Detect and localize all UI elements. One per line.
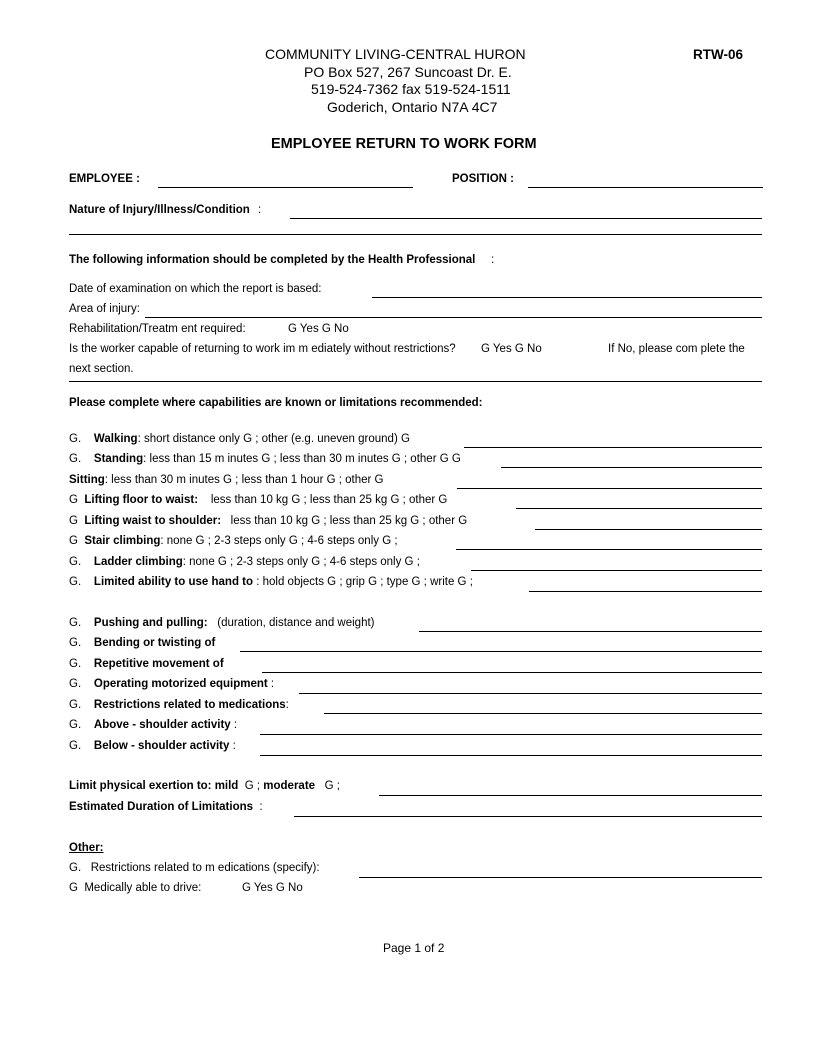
checkbox-icon[interactable]: G. <box>69 658 82 670</box>
drive-options[interactable]: G Yes G No <box>242 882 303 894</box>
page-number: Page 1 of 2 <box>383 941 445 955</box>
walking-field[interactable] <box>464 447 762 448</box>
health-heading-colon: : <box>491 254 495 266</box>
ladder-options[interactable]: : none G ; 2-3 steps only G ; 4-6 steps only G ; <box>182 556 420 568</box>
nature-field[interactable] <box>290 218 762 219</box>
lift-waist-label: Lifting waist to shoulder: <box>84 515 222 527</box>
other-meds-field[interactable] <box>359 877 762 878</box>
lift-waist-row <box>69 515 467 527</box>
motor-label: Operating motorized equipment <box>93 678 268 690</box>
stair-field[interactable] <box>456 549 762 550</box>
limit-row <box>69 780 340 792</box>
hand-field[interactable] <box>529 591 762 592</box>
above-row <box>69 719 237 731</box>
other-meds-label: Restrictions related to m edications (specify): <box>90 862 320 874</box>
limit-mild: : mild <box>207 780 239 792</box>
rehab-options[interactable]: G Yes G No <box>288 323 349 335</box>
repetitive-row <box>69 658 224 670</box>
limit-moderate-checkbox[interactable]: G ; <box>324 780 340 792</box>
if-no-text: If No, please com plete the <box>608 343 745 355</box>
meds-field[interactable] <box>324 713 762 714</box>
motor-row <box>69 678 274 690</box>
above-colon: : <box>233 719 238 731</box>
exam-date-label: Date of examination on which the report is based: <box>69 283 322 295</box>
rehab-label: Rehabilitation/Treatm ent required: <box>69 323 246 335</box>
checkbox-icon[interactable]: G <box>69 515 78 527</box>
lift-floor-row <box>69 494 447 506</box>
org-address: PO Box 527, 267 Suncoast Dr. E. <box>304 64 512 80</box>
push-row <box>69 617 375 629</box>
lift-waist-field[interactable] <box>535 529 762 530</box>
drive-label: Medically able to drive: <box>84 882 202 894</box>
checkbox-icon[interactable]: G. <box>69 678 82 690</box>
walking-label: Walking <box>93 433 138 445</box>
duration-colon: : <box>259 801 263 813</box>
lift-floor-field[interactable] <box>516 508 762 509</box>
stair-label: Stair climbing <box>84 535 161 547</box>
nature-label: Nature of Injury/Illness/Condition <box>69 204 250 216</box>
standing-options[interactable]: : less than 15 m inutes G ; less than 30 m inutes G ; other G G <box>143 453 461 465</box>
ladder-row <box>69 556 420 568</box>
duration-row <box>69 801 263 813</box>
above-field[interactable] <box>260 734 762 735</box>
ladder-field[interactable] <box>471 570 762 571</box>
org-city: Goderich, Ontario N7A 4C7 <box>327 99 498 115</box>
checkbox-icon[interactable]: G. <box>69 637 82 649</box>
position-label: POSITION : <box>452 173 514 185</box>
lift-floor-label: Lifting floor to waist: <box>84 494 199 506</box>
checkbox-icon[interactable]: G. <box>69 453 82 465</box>
bend-label: Bending or twisting of <box>93 637 216 649</box>
exam-date-field[interactable] <box>372 297 762 298</box>
ladder-label: Ladder climbing <box>93 556 183 568</box>
standing-field[interactable] <box>501 467 762 468</box>
below-label: Below - shoulder activity <box>93 740 230 752</box>
below-field[interactable] <box>260 755 762 756</box>
drive-row <box>69 882 201 894</box>
employee-label: EMPLOYEE : <box>69 173 140 185</box>
position-field[interactable] <box>528 187 763 188</box>
section-divider <box>69 381 762 382</box>
duration-field[interactable] <box>294 816 762 817</box>
below-colon: : <box>232 740 236 752</box>
lift-floor-options[interactable]: less than 10 kg G ; less than 25 kg G ; other G <box>210 494 448 506</box>
sitting-label: Sitting <box>69 474 105 486</box>
hand-row <box>69 576 473 588</box>
org-phone: 519-524-7362 fax 519-524-1511 <box>311 81 511 97</box>
next-section-text: next section. <box>69 363 134 375</box>
walking-row <box>69 433 410 445</box>
checkbox-icon[interactable]: G. <box>69 576 82 588</box>
sitting-row <box>69 474 383 486</box>
hand-label: Limited ability to use hand to <box>93 576 254 588</box>
stair-row <box>69 535 398 547</box>
capabilities-heading: Please complete where capabilities are known or limitations recommended: <box>69 397 483 409</box>
motor-colon: : <box>270 678 275 690</box>
other-heading: Other: <box>69 842 104 854</box>
limit-field[interactable] <box>379 795 762 796</box>
lift-waist-options[interactable]: less than 10 kg G ; less than 25 kg G ; other G <box>230 515 468 527</box>
standing-row <box>69 453 461 465</box>
walking-options[interactable]: : short distance only G ; other (e.g. uneven ground) G <box>137 433 410 445</box>
repetitive-field[interactable] <box>262 672 762 673</box>
checkbox-icon[interactable]: G <box>69 535 78 547</box>
meds-colon: : <box>285 699 289 711</box>
checkbox-icon[interactable]: G. <box>69 617 82 629</box>
stair-options[interactable]: : none G ; 2-3 steps only G ; 4-6 steps only G ; <box>160 535 398 547</box>
below-row <box>69 740 236 752</box>
limit-label: Limit physical exertion to <box>69 780 208 792</box>
nature-colon: : <box>258 204 262 216</box>
bend-field[interactable] <box>240 651 762 652</box>
limit-moderate: moderate <box>263 780 316 792</box>
checkbox-icon[interactable]: G. <box>69 862 82 874</box>
sitting-field[interactable] <box>457 488 762 489</box>
push-note: (duration, distance and weight) <box>217 617 375 629</box>
standing-label: Standing <box>93 453 144 465</box>
checkbox-icon[interactable]: G. <box>69 719 82 731</box>
capable-label: Is the worker capable of returning to work im m ediately without restrictions? <box>69 343 456 355</box>
org-name: COMMUNITY LIVING-CENTRAL HURON <box>265 46 526 62</box>
bend-row <box>69 637 215 649</box>
checkbox-icon[interactable]: G. <box>69 433 82 445</box>
repetitive-label: Repetitive movement of <box>93 658 224 670</box>
form-code: RTW-06 <box>693 47 743 62</box>
area-field[interactable] <box>145 317 762 318</box>
nature-field-line2[interactable] <box>69 234 762 235</box>
push-label: Pushing and pulling: <box>93 617 208 629</box>
above-label: Above - shoulder activity <box>93 719 231 731</box>
other-meds-row <box>69 862 320 874</box>
checkbox-icon[interactable]: G. <box>69 740 82 752</box>
capable-options[interactable]: G Yes G No <box>481 343 542 355</box>
area-label: Area of injury: <box>69 303 140 315</box>
employee-field[interactable] <box>158 187 413 188</box>
sitting-options[interactable]: : less than 30 m inutes G ; less than 1 hour G ; other G <box>104 474 384 486</box>
limit-mild-checkbox[interactable]: G ; <box>244 780 261 792</box>
health-heading: The following information should be completed by the Health Professional <box>69 254 476 266</box>
meds-row <box>69 699 289 711</box>
checkbox-icon[interactable]: G <box>69 494 78 506</box>
push-field[interactable] <box>419 631 762 632</box>
meds-label: Restrictions related to medications <box>93 699 286 711</box>
form-title: EMPLOYEE RETURN TO WORK FORM <box>271 136 537 152</box>
checkbox-icon[interactable]: G <box>69 882 78 894</box>
hand-options[interactable]: : hold objects G ; grip G ; type G ; write G ; <box>256 576 473 588</box>
duration-label: Estimated Duration of Limitations <box>69 801 254 813</box>
checkbox-icon[interactable]: G. <box>69 556 82 568</box>
checkbox-icon[interactable]: G. <box>69 699 82 711</box>
motor-field[interactable] <box>299 693 762 694</box>
